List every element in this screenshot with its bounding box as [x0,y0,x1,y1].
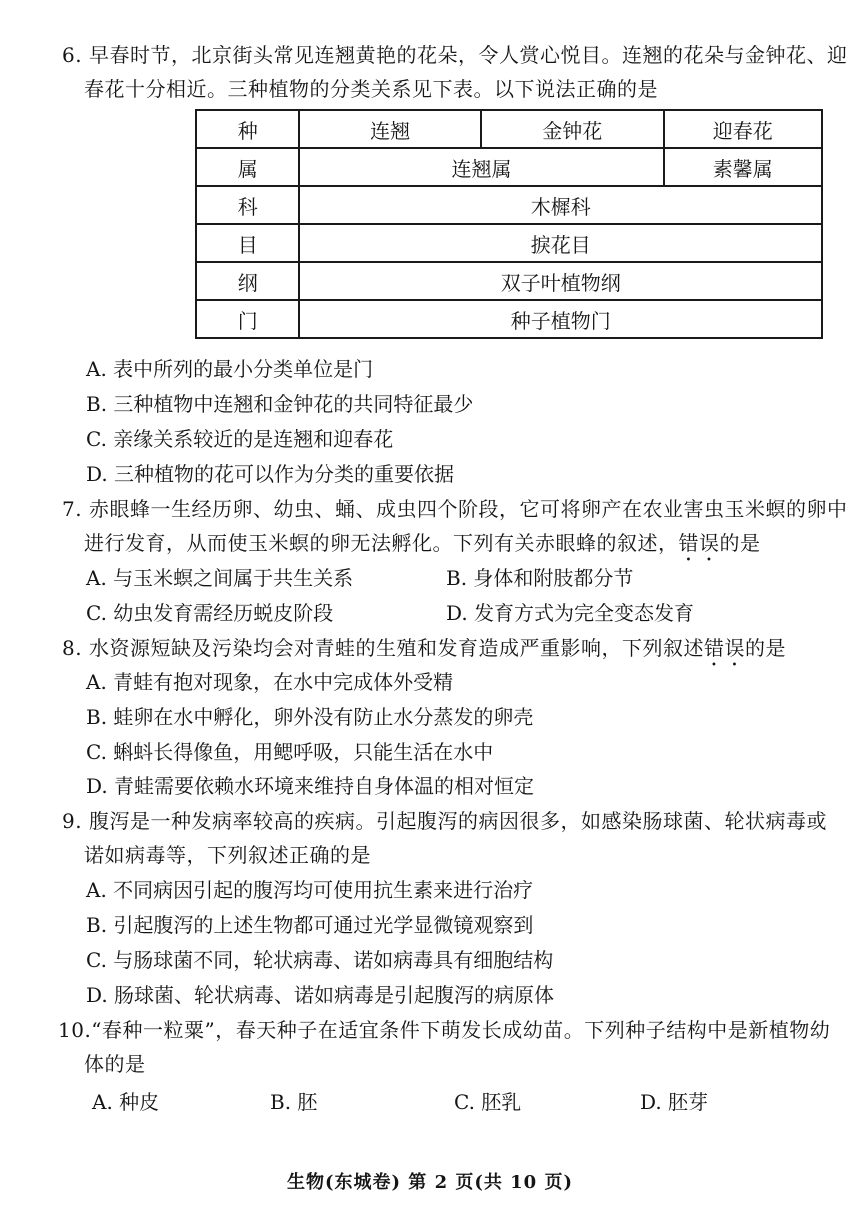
q7-option-b[interactable]: B. 身体和附肢都分节 [446,566,634,590]
q6-option-a[interactable]: A. 表中所列的最小分类单位是门 [86,357,374,381]
q8-stem-pre: 8. 水资源短缺及污染均会对青蛙的生殖和发育造成严重影响，下列叙述 [62,636,704,660]
rank-label-order: 目 [196,224,299,262]
species-cell-1: 连翘 [299,110,480,148]
q8-option-d[interactable]: D. 青蛙需要依赖水环境来维持自身体温的相对恒定 [86,774,535,798]
q9-stem-line2: 诺如病毒等，下列叙述正确的是 [84,843,371,867]
q10-option-c[interactable]: C. 胚乳 [454,1090,522,1114]
q9-option-d[interactable]: D. 肠球菌、轮状病毒、诺如病毒是引起腹泻的病原体 [86,983,555,1007]
q9-option-c[interactable]: C. 与肠球菌不同，轮状病毒、诺如病毒具有细胞结构 [86,948,554,972]
rank-label-phylum: 门 [196,300,299,338]
q6-stem-line1: 6. 早春时节，北京街头常见连翘黄艳的花朵，令人赏心悦目。连翘的花朵与金钟花、迎 [62,43,848,67]
table-row-species [196,110,822,148]
q9-stem-line1: 9. 腹泻是一种发病率较高的疾病。引起腹泻的病因很多，如感染肠球菌、轮状病毒或 [62,809,827,833]
table-row-phylum [196,300,822,338]
class-cell: 双子叶植物纲 [299,262,822,300]
q9-option-b[interactable]: B. 引起腹泻的上述生物都可通过光学显微镜观察到 [86,913,534,937]
q8-option-b[interactable]: B. 蛙卵在水中孵化，卵外没有防止水分蒸发的卵壳 [86,705,534,729]
table-row-family [196,186,822,224]
phylum-cell: 种子植物门 [299,300,822,338]
q10-option-d[interactable]: D. 胚芽 [640,1090,709,1114]
q7-option-d[interactable]: D. 发育方式为完全变态发育 [446,601,695,625]
q6-stem-line2: 春花十分相近。三种植物的分类关系见下表。以下说法正确的是 [84,77,658,101]
q6-option-c[interactable]: C. 亲缘关系较近的是连翘和迎春花 [86,427,394,451]
rank-label-species: 种 [196,110,299,148]
q7-option-a[interactable]: A. 与玉米螟之间属于共生关系 [86,566,354,590]
species-cell-3: 迎春花 [664,110,822,148]
rank-label-genus: 属 [196,148,299,186]
table-row-class [196,262,822,300]
q8-stem-post: 的是 [744,636,786,660]
q8-option-a[interactable]: A. 青蛙有抱对现象，在水中完成体外受精 [86,670,454,694]
q10-option-a[interactable]: A. 种皮 [92,1090,160,1114]
page-footer: 生物(东城卷) 第 2 页(共 10 页) [287,1172,573,1193]
rank-label-class: 纲 [196,262,299,300]
genus-cell-a: 连翘属 [299,148,663,186]
q7-stem-line1: 7. 赤眼蜂一生经历卵、幼虫、蛹、成虫四个阶段，它可将卵产在农业害虫玉米螟的卵中 [62,497,848,521]
rank-label-family: 科 [196,186,299,224]
q10-stem-line1: 10.“春种一粒粟”，春天种子在适宜条件下萌发长成幼苗。下列种子结构中是新植物幼 [58,1018,831,1042]
q6-option-d[interactable]: D. 三种植物的花可以作为分类的重要依据 [86,462,455,486]
q9-option-a[interactable]: A. 不同病因引起的腹泻均可使用抗生素来进行治疗 [86,878,534,902]
q8-option-c[interactable]: C. 蝌蚪长得像鱼，用鳃呼吸，只能生活在水中 [86,740,494,764]
q6-option-b[interactable]: B. 三种植物中连翘和金钟花的共同特征最少 [86,392,474,416]
genus-cell-b: 素馨属 [664,148,822,186]
q10-stem-line2: 体的是 [84,1052,146,1076]
order-cell: 捩花目 [299,224,822,262]
q7-stem-post: 的是 [719,531,761,555]
q8-emphasis-word: 错误 [703,636,745,660]
q8-stem-line1 [62,633,786,671]
table-row-order [196,224,822,262]
q7-option-c[interactable]: C. 幼虫发育需经历蜕皮阶段 [86,601,334,625]
q7-stem-pre: 进行发育，从而使玉米螟的卵无法孵化。下列有关赤眼蜂的叙述， [84,531,679,555]
family-cell: 木樨科 [299,186,822,224]
q10-option-b[interactable]: B. 胚 [270,1090,318,1114]
q7-emphasis-word: 错误 [678,531,720,555]
table-row-genus [196,148,822,186]
q7-stem-line2 [84,528,761,566]
species-cell-2: 金钟花 [481,110,664,148]
classification-table [195,109,823,339]
